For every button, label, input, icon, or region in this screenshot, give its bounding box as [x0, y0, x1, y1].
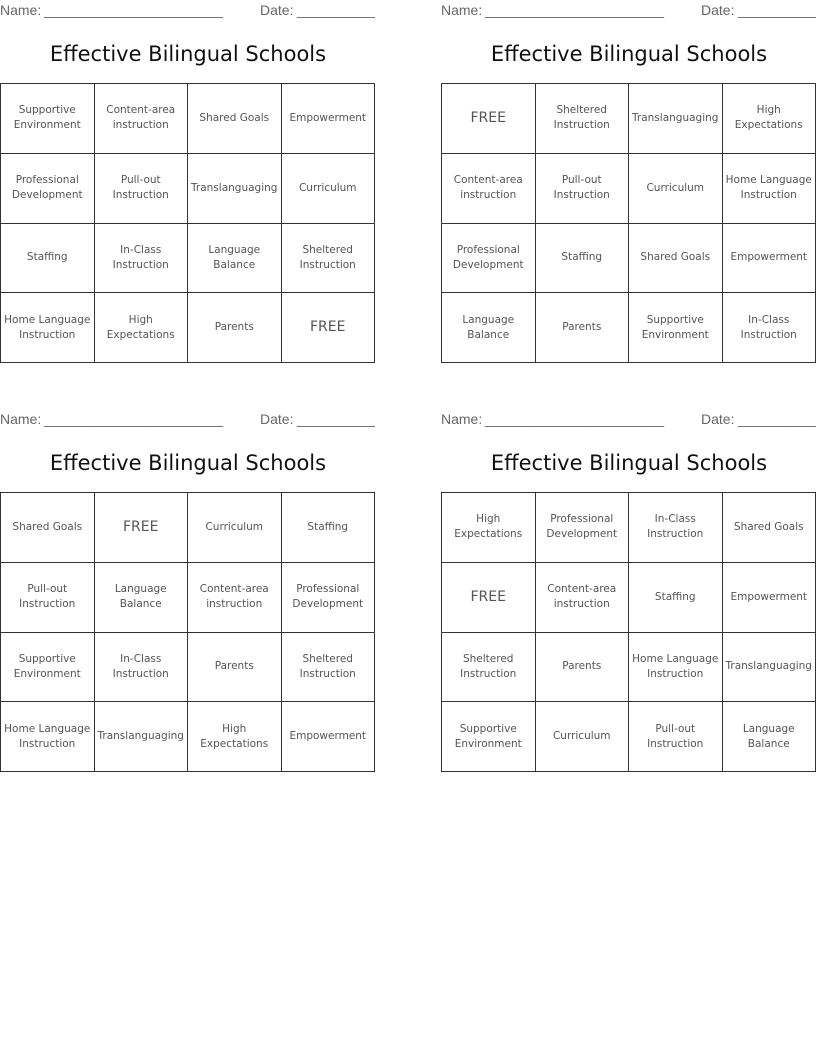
bingo-cell: Home Language Instruction — [1, 293, 95, 363]
bingo-cell: Shared Goals — [723, 493, 816, 563]
name-line: _______________________ — [44, 2, 224, 18]
bingo-cell: Curriculum — [282, 154, 376, 224]
bingo-cell: Content-area instruction — [188, 563, 282, 633]
bingo-cell: Home Language Instruction — [629, 633, 723, 703]
bingo-cell: Professional Development — [442, 224, 536, 294]
bingo-cell: High Expectations — [95, 293, 189, 363]
bingo-cell: Pull-out Instruction — [536, 154, 630, 224]
bingo-card-2 — [441, 0, 816, 364]
date-label: Date: — [701, 411, 735, 427]
bingo-cell: Sheltered Instruction — [536, 84, 630, 154]
bingo-cell: Supportive Environment — [629, 293, 723, 363]
bingo-cell: Sheltered Instruction — [282, 633, 376, 703]
bingo-cell: High Expectations — [442, 493, 536, 563]
bingo-cell: Parents — [536, 633, 630, 703]
bingo-cell: Professional Development — [282, 563, 376, 633]
bingo-cell: Sheltered Instruction — [442, 633, 536, 703]
free-space-cell: FREE — [442, 84, 536, 154]
bingo-cell: Professional Development — [536, 493, 630, 563]
name-label: Name: — [0, 411, 42, 427]
bingo-cell: Staffing — [536, 224, 630, 294]
bingo-grid — [0, 492, 375, 772]
bingo-cell: Content-area instruction — [536, 563, 630, 633]
bingo-cell: Shared Goals — [188, 84, 282, 154]
bingo-card-3 — [0, 409, 376, 773]
bingo-cell: Translanguaging — [95, 702, 189, 772]
bingo-cell: In-Class Instruction — [95, 224, 189, 294]
bingo-cell: Staffing — [629, 563, 723, 633]
bingo-cell: Language Balance — [723, 702, 816, 772]
name-label: Name: — [441, 411, 483, 427]
bingo-cell: In-Class Instruction — [95, 633, 189, 703]
bingo-card-1 — [0, 0, 376, 364]
card-title: Effective Bilingual Schools — [490, 451, 768, 475]
bingo-cell: Parents — [536, 293, 630, 363]
bingo-cell: Language Balance — [188, 224, 282, 294]
bingo-cell: Pull-out Instruction — [629, 702, 723, 772]
free-space-cell: FREE — [282, 293, 376, 363]
free-space-cell: FREE — [95, 493, 189, 563]
date-line: __________ — [738, 2, 816, 18]
bingo-cell: Staffing — [282, 493, 376, 563]
bingo-grid — [441, 83, 816, 363]
bingo-cell: Curriculum — [536, 702, 630, 772]
date-line: __________ — [297, 411, 375, 427]
card-header — [0, 411, 376, 429]
bingo-cell: Supportive Environment — [442, 702, 536, 772]
name-line: _______________________ — [44, 411, 224, 427]
name-label: Name: — [0, 2, 42, 18]
bingo-cell: Content-area instruction — [95, 84, 189, 154]
bingo-cell: Language Balance — [95, 563, 189, 633]
date-line: __________ — [738, 411, 816, 427]
bingo-cell: Sheltered Instruction — [282, 224, 376, 294]
card-header — [0, 2, 376, 20]
bingo-cell: Home Language Instruction — [1, 702, 95, 772]
date-label: Date: — [260, 411, 294, 427]
card-title: Effective Bilingual Schools — [49, 451, 327, 475]
date-label: Date: — [260, 2, 294, 18]
bingo-cell: In-Class Instruction — [723, 293, 816, 363]
bingo-cell: Home Language Instruction — [723, 154, 816, 224]
card-title: Effective Bilingual Schools — [490, 42, 768, 66]
bingo-cell: Supportive Environment — [1, 633, 95, 703]
bingo-cell: Parents — [188, 633, 282, 703]
bingo-cell: Curriculum — [188, 493, 282, 563]
bingo-cell: Curriculum — [629, 154, 723, 224]
bingo-cell: Content-area instruction — [442, 154, 536, 224]
card-header — [441, 411, 816, 429]
bingo-cell: Empowerment — [282, 702, 376, 772]
date-line: __________ — [297, 2, 375, 18]
bingo-grid — [441, 492, 816, 772]
card-title: Effective Bilingual Schools — [49, 42, 327, 66]
bingo-cell: Shared Goals — [629, 224, 723, 294]
bingo-cell: Empowerment — [282, 84, 376, 154]
bingo-cell: Empowerment — [723, 224, 816, 294]
bingo-cell: Language Balance — [442, 293, 536, 363]
bingo-cell: In-Class Instruction — [629, 493, 723, 563]
bingo-cell: Translanguaging — [188, 154, 282, 224]
bingo-cell: Translanguaging — [723, 633, 816, 703]
bingo-cell: Translanguaging — [629, 84, 723, 154]
free-space-cell: FREE — [442, 563, 536, 633]
bingo-cell: High Expectations — [723, 84, 816, 154]
bingo-cell: Pull-out Instruction — [95, 154, 189, 224]
bingo-cell: High Expectations — [188, 702, 282, 772]
bingo-cell: Pull-out Instruction — [1, 563, 95, 633]
bingo-card-4 — [441, 409, 816, 773]
bingo-cell: Shared Goals — [1, 493, 95, 563]
bingo-cell: Staffing — [1, 224, 95, 294]
date-label: Date: — [701, 2, 735, 18]
bingo-grid — [0, 83, 375, 363]
card-header — [441, 2, 816, 20]
bingo-cell: Empowerment — [723, 563, 816, 633]
bingo-cell: Professional Development — [1, 154, 95, 224]
bingo-cell: Supportive Environment — [1, 84, 95, 154]
name-label: Name: — [441, 2, 483, 18]
bingo-cell: Parents — [188, 293, 282, 363]
name-line: _______________________ — [485, 411, 665, 427]
name-line: _______________________ — [485, 2, 665, 18]
